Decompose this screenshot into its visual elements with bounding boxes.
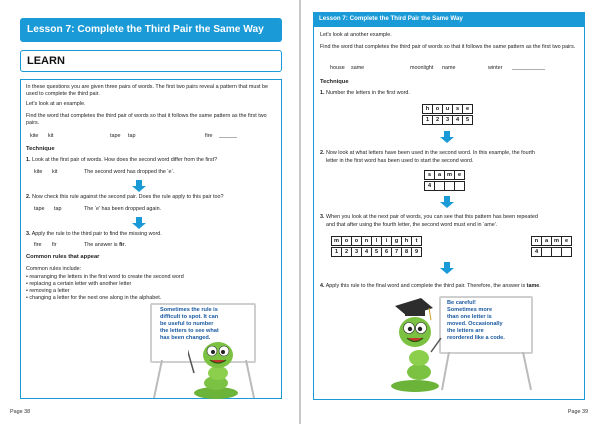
moonlight-number-grid	[331, 247, 422, 257]
rule-item: • replacing a certain letter with another letter	[26, 281, 132, 287]
letter-cell: i	[382, 236, 392, 246]
number-cell: 4	[362, 247, 372, 257]
letter-cell: e	[562, 236, 572, 246]
lesson-title-banner: Lesson 7: Complete the Third Pair the Same Way	[313, 12, 585, 26]
example-blank: ___________	[512, 65, 545, 71]
step-number: 2.	[320, 150, 325, 156]
instruction-text: Find the word that completes the third pair of words so that it follows the same pattern as the first two pairs.	[320, 44, 576, 50]
pair-word: tap	[54, 206, 62, 212]
board-line: be useful to number	[160, 321, 214, 327]
rule-text: rearranging the letters in the first word to create the second word	[29, 274, 184, 280]
step-text: Apply this rule to the final word and complete the third pair. Therefore, the answer is	[325, 283, 527, 289]
rules-heading: Common rules that appear	[26, 254, 100, 260]
step-number: 1.	[26, 157, 31, 163]
rules-lead: Common rules include:	[26, 266, 82, 272]
step-1	[320, 90, 410, 97]
pair-word: fir	[52, 242, 57, 248]
letter-cell: a	[435, 170, 445, 180]
letter-cell: n	[362, 236, 372, 246]
step-text: Now look at what letters have been used in the second word. In this example, the fourth	[326, 150, 535, 156]
board-line: reordered like a code.	[447, 335, 505, 341]
number-cell: 5	[372, 247, 382, 257]
same-letter-grid	[424, 170, 465, 180]
example-word: tap	[128, 133, 136, 139]
whiteboard-stand	[439, 352, 537, 392]
name-letter-grid	[531, 236, 572, 246]
technique-heading: Technique	[26, 146, 55, 152]
number-cell: 5	[463, 115, 473, 125]
letter-cell: g	[392, 236, 402, 246]
page-number: Page 38	[10, 409, 31, 415]
step-number: 4.	[320, 283, 325, 289]
letter-cell: t	[412, 236, 422, 246]
example-blank: ______	[219, 133, 237, 139]
answer-prefix: The answer is	[84, 242, 120, 248]
number-cell	[435, 181, 445, 191]
house-number-grid	[422, 115, 473, 125]
step-text: letter in the first word has been used to start the second word.	[326, 158, 474, 164]
step-number: 3.	[320, 214, 325, 220]
rule-text: replacing a certain letter with another letter	[29, 281, 132, 287]
step-text: Now check this rule against the second pair. Does the rule apply to this pair too?	[32, 194, 224, 200]
same-number-grid	[424, 181, 465, 191]
letter-cell: o	[433, 104, 443, 114]
step-3	[26, 231, 162, 238]
board-line: has been changed.	[160, 335, 211, 341]
name-number-grid	[531, 247, 572, 257]
number-cell: 1	[332, 247, 342, 257]
letter-cell: u	[443, 104, 453, 114]
letter-cell: a	[542, 236, 552, 246]
letter-cell: e	[463, 104, 473, 114]
number-cell	[552, 247, 562, 257]
example-word: house	[330, 65, 345, 71]
house-letter-grid	[422, 104, 473, 114]
moonlight-letter-grid	[331, 236, 422, 246]
letter-cell: o	[352, 236, 362, 246]
number-cell: 2	[342, 247, 352, 257]
number-cell	[455, 181, 465, 191]
step-number: 3.	[26, 231, 31, 237]
step-text: and that after using the fourth letter, the second word must end in ‘ame’.	[326, 222, 498, 228]
letter-cell: s	[453, 104, 463, 114]
number-cell: 8	[402, 247, 412, 257]
letter-cell: n	[532, 236, 542, 246]
letter-cell: l	[372, 236, 382, 246]
letter-cell: s	[425, 170, 435, 180]
example-word: name	[442, 65, 456, 71]
board-line: Sometimes more	[447, 307, 493, 313]
number-cell: 6	[382, 247, 392, 257]
rule-text: changing a letter for the next one along in the alphabet.	[29, 295, 162, 301]
number-cell: 4	[425, 181, 435, 191]
number-cell: 3	[352, 247, 362, 257]
example-word: same	[351, 65, 365, 71]
number-cell	[542, 247, 552, 257]
number-cell: 1	[423, 115, 433, 125]
rule-item: • removing a letter	[26, 288, 70, 294]
step-note: The second word has dropped the ‘e’.	[84, 169, 175, 175]
letter-cell: m	[552, 236, 562, 246]
board-line: Be careful!	[447, 300, 476, 306]
step-text: Look at the first pair of words. How does the second word differ from the first?	[32, 157, 218, 163]
board-line: Sometimes the rule is	[160, 307, 218, 313]
pair-word: kite	[34, 169, 43, 175]
instruction-text: Find the word that completes the third pair of words so that it follows the same pattern as the first two pairs.	[26, 113, 267, 126]
step-1	[26, 157, 217, 164]
step-3	[320, 214, 538, 221]
example-word: tape	[110, 133, 121, 139]
answer-word: tame	[526, 283, 540, 289]
rule-text: removing a letter	[29, 288, 70, 294]
number-cell: 3	[443, 115, 453, 125]
rule-item: • changing a letter for the next one along in the alphabet.	[26, 295, 162, 301]
left-page	[0, 0, 299, 424]
letter-cell: e	[455, 170, 465, 180]
example-word: kit	[48, 133, 54, 139]
step-text: Apply the rule to the third pair to find the missing word.	[31, 231, 162, 237]
pair-word: fire	[34, 242, 42, 248]
example-lead: Let's look at an example.	[26, 101, 86, 107]
bookworm-mascot-icon	[385, 298, 443, 394]
example-word: moonlight	[410, 65, 434, 71]
pair-word: tape	[34, 206, 45, 212]
learn-heading: LEARN	[20, 50, 282, 72]
step-text: When you look at the next pair of words, you can see that this pattern has been repeated	[326, 214, 538, 220]
answer-word: fir	[119, 242, 125, 248]
step-note	[84, 242, 126, 249]
technique-heading: Technique	[320, 79, 349, 85]
step-4	[320, 283, 541, 290]
page-number: Page 39	[567, 409, 588, 415]
letter-cell: h	[402, 236, 412, 246]
number-cell: 2	[433, 115, 443, 125]
board-line: difficult to spot. It can	[160, 314, 219, 320]
letter-cell: h	[423, 104, 433, 114]
letter-cell: o	[342, 236, 352, 246]
example-word: kite	[30, 133, 39, 139]
number-cell	[445, 181, 455, 191]
number-cell: 9	[412, 247, 422, 257]
board-line: the letters are	[447, 328, 484, 334]
step-2	[26, 194, 223, 201]
step-number: 1.	[320, 90, 325, 96]
answer-suffix: .	[539, 283, 541, 289]
bookworm-mascot-icon	[188, 333, 244, 401]
board-line: the letters to see what	[160, 328, 219, 334]
example-word: fire	[205, 133, 213, 139]
rule-item: • rearranging the letters in the first word to create the second word	[26, 274, 184, 280]
intro-text: In these questions you are given three pairs of words. The first two pairs reveal a pattern that must be used to complete the third pair.	[26, 84, 269, 97]
example-lead: Let's look at another example.	[320, 32, 392, 38]
letter-cell: m	[332, 236, 342, 246]
right-page	[301, 0, 600, 424]
step-note: The ‘e’ has been dropped again.	[84, 206, 162, 212]
answer-suffix: .	[124, 242, 126, 248]
number-cell: 7	[392, 247, 402, 257]
number-cell	[562, 247, 572, 257]
step-text: Number the letters in the first word.	[326, 90, 410, 96]
number-cell: 4	[532, 247, 542, 257]
step-2	[320, 150, 535, 157]
pair-word: kit	[52, 169, 58, 175]
example-word: winter	[488, 65, 503, 71]
letter-cell: m	[445, 170, 455, 180]
board-line: moved. Occasionally	[447, 321, 503, 327]
step-number: 2.	[26, 194, 31, 200]
board-line: than one letter is	[447, 314, 492, 320]
number-cell: 4	[453, 115, 463, 125]
lesson-title-banner: Lesson 7: Complete the Third Pair the Same Way	[20, 18, 282, 42]
